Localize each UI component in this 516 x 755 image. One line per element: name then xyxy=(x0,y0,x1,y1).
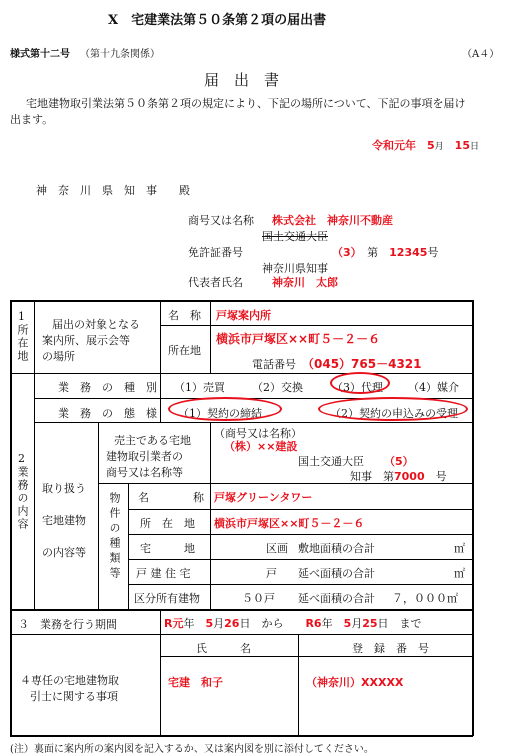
seller-label-3: 商号又は名称等 xyxy=(106,466,183,479)
governor-label: 神奈川県知事 xyxy=(262,262,328,275)
address-value: 横浜市戸塚区××町５－２－６ xyxy=(216,332,381,346)
house-unit: 戸 xyxy=(266,567,277,580)
agent-name: 宅建 和子 xyxy=(168,676,223,689)
name-label: 名 称 xyxy=(168,309,201,322)
condo-label: 区分所有建物 xyxy=(134,592,200,605)
phone-value: （045）765－4321 xyxy=(302,357,422,371)
land-unit: 区画 xyxy=(266,542,288,555)
seller-paren: （5） xyxy=(384,455,414,468)
type-option-3: （3）代理 xyxy=(332,381,383,394)
section1-desc-1: 届出の対象となる xyxy=(52,318,140,331)
body-line-1: 宅地建物取引業法第５０条第２項の規定により、下記の場所について、下記の事項を届け xyxy=(26,97,466,110)
recipient: 神 奈 川 県 知 事 殿 xyxy=(36,184,190,197)
body-line-2: 出ます。 xyxy=(10,113,54,126)
rep-name: 神奈川 太郎 xyxy=(272,276,338,289)
house-label: 戸 建 住 宅 xyxy=(136,567,191,580)
mode-option-1: （1）契約の締結 xyxy=(178,407,262,420)
form-ref: （第十九条関係） xyxy=(80,49,160,60)
land-m2: ㎡ xyxy=(454,542,465,555)
seller-name: （株）××建設 xyxy=(224,440,298,453)
business-type-label: 業 務 の 種 別 xyxy=(58,381,157,394)
condo-area-value: ７，０００㎡ xyxy=(392,592,458,605)
section3-label: ３ 業務を行う期間 xyxy=(18,618,117,631)
business-mode-label: 業 務 の 態 様 xyxy=(58,407,157,420)
license-struck: 国土交通大臣 xyxy=(262,230,328,243)
phone-label: 電話番号 xyxy=(252,358,296,371)
doc-title: 届 出 書 xyxy=(204,71,280,89)
property-address-label: 所 在 地 xyxy=(140,517,195,530)
rep-label: 代表者氏名 xyxy=(188,276,243,289)
license-label: 免許証番号 xyxy=(188,246,243,259)
submit-date: 令和元年 5月 15日 xyxy=(372,139,479,152)
selected-type-circle xyxy=(330,372,390,394)
paper-size: （A４） xyxy=(462,49,500,60)
section4-label-1: ４専任の宅地建物取 xyxy=(20,674,119,687)
section2-number: 2 xyxy=(18,452,25,465)
applicant-name: 株式会社 神奈川不動産 xyxy=(272,214,393,227)
type-option-4: （4）媒介 xyxy=(408,381,459,394)
mode-option-2: （2）契約の申込みの受理 xyxy=(330,407,458,420)
license-number: （3） 第 12345号 xyxy=(332,246,439,259)
heading: X 宅建業法第５０条第２項の届出書 xyxy=(108,13,327,28)
seller-license: 知事 第7000 号 xyxy=(350,470,447,483)
handled-label-2: 宅地建物 xyxy=(42,514,86,527)
land-area-label: 敷地面積の合計 xyxy=(298,542,375,555)
seller-label-1: 売主である宅地 xyxy=(114,434,191,447)
section1-desc-2: 案内所、展示会等 xyxy=(42,334,130,347)
section4-label-2: 引士に関する事項 xyxy=(30,690,118,703)
seller-minister: 国土交通大臣 xyxy=(298,455,364,468)
house-area-label: 延べ面積の合計 xyxy=(298,567,375,580)
agent-name-header: 氏 名 xyxy=(196,642,251,655)
name-value: 戸塚案内所 xyxy=(216,309,271,322)
handled-label-1: 取り扱う xyxy=(42,482,86,495)
land-label: 宅 地 xyxy=(140,542,195,555)
section1-label: 所在地 xyxy=(16,324,29,363)
condo-count: ５０戸 xyxy=(242,592,275,605)
selected-mode-circle-2 xyxy=(318,397,468,421)
footnote: (注）裏面に案内所の案内図を記入するか、又は案内図を別に添付してください。 xyxy=(10,744,374,755)
section2-label: 業務の内容 xyxy=(16,466,29,531)
section1-desc-3: の場所 xyxy=(42,350,75,363)
type-option-1: （1）売買 xyxy=(174,381,225,394)
selected-mode-circle-1 xyxy=(168,397,282,421)
handled-label-3: の内容等 xyxy=(42,546,86,559)
property-name-label: 名 称 xyxy=(138,491,204,504)
house-m2: ㎡ xyxy=(454,567,465,580)
section1-number: 1 xyxy=(18,310,25,323)
business-period: R元年 5月26日 から R6年 5月25日 まで xyxy=(164,617,422,630)
property-label: 物件の種類等 xyxy=(108,492,121,582)
address-label: 所在地 xyxy=(168,344,201,357)
seller-label-2: 建物取引業者の xyxy=(106,450,183,463)
property-name: 戸塚グリーンタワー xyxy=(214,491,313,504)
type-option-2: （2）交換 xyxy=(252,381,303,394)
applicant-name-label: 商号又は名称 xyxy=(188,214,254,227)
agent-reg-header: 登 録 番 号 xyxy=(352,642,429,655)
condo-area-label: 延べ面積の合計 xyxy=(298,592,375,605)
agent-reg-number: （神奈川）XXXXX xyxy=(306,676,404,689)
property-address: 横浜市戸塚区××町５－２－６ xyxy=(214,517,365,530)
seller-head: （商号又は名称） xyxy=(214,427,302,440)
form-number: 様式第十二号 xyxy=(10,49,70,60)
